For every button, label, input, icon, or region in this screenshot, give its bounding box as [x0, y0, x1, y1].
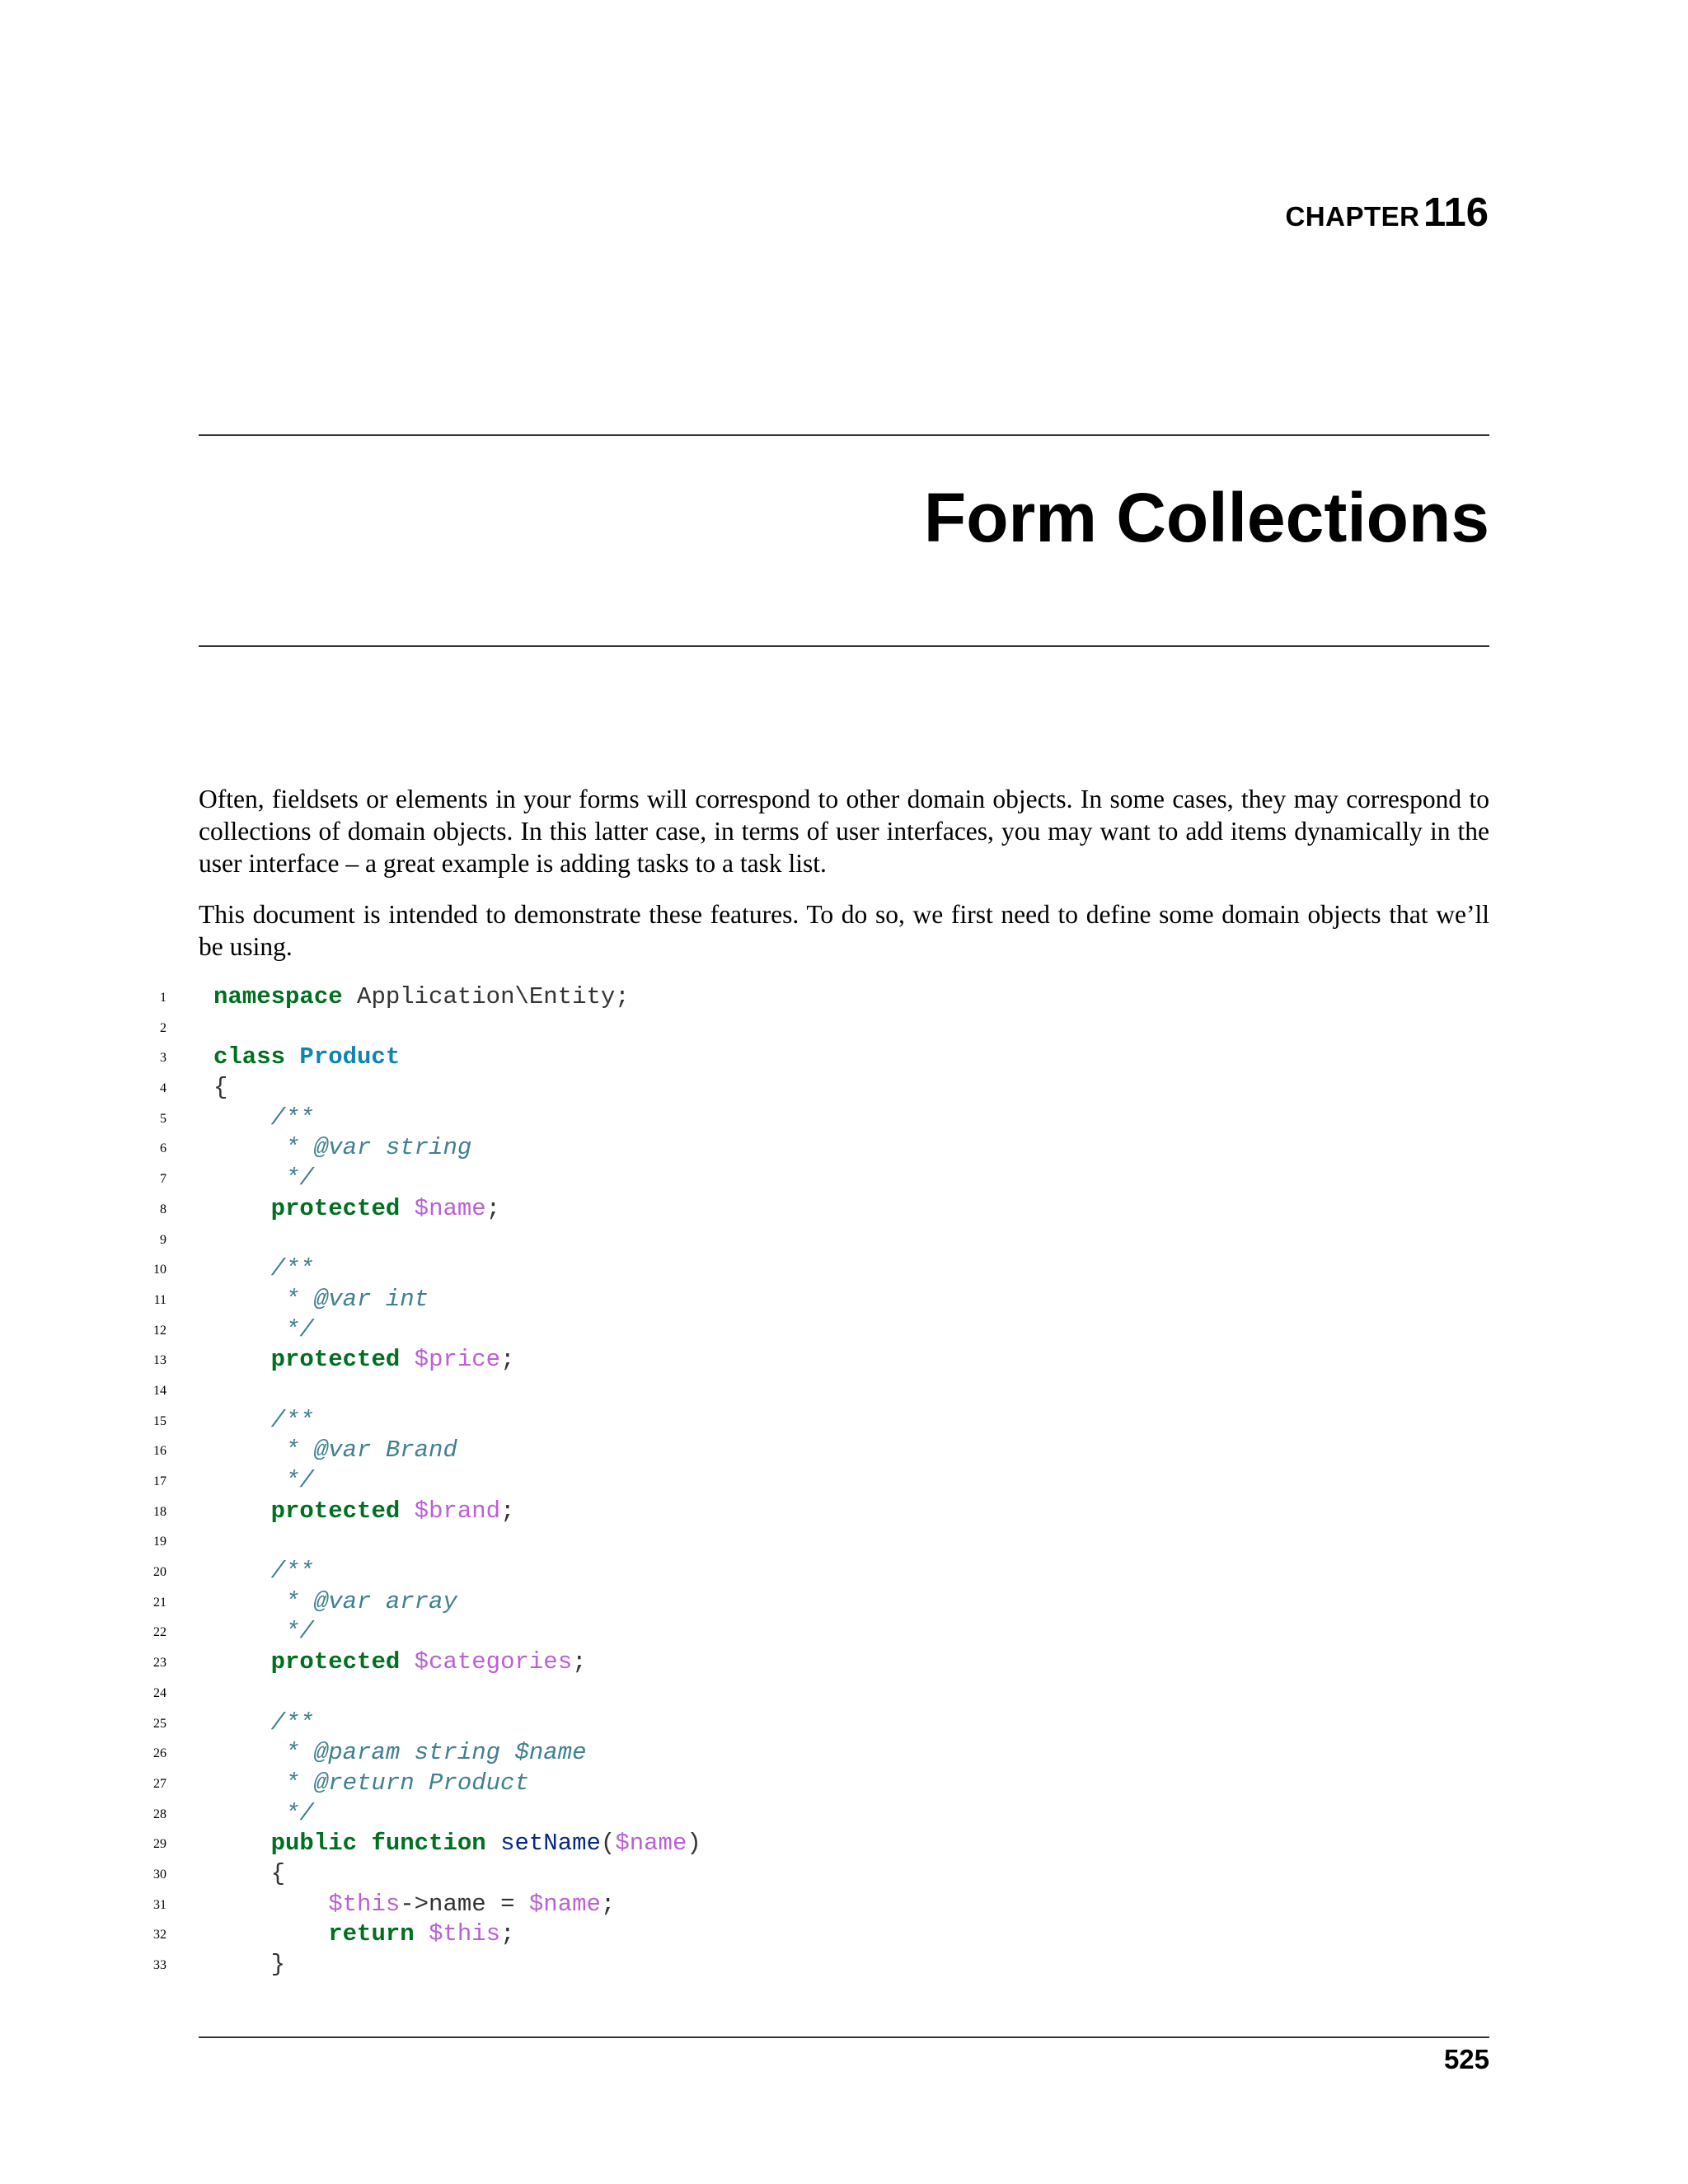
code-text [213, 1254, 314, 1284]
code-token: $name [414, 1194, 486, 1222]
line-number: 33 [153, 1958, 166, 1972]
code-token [415, 1920, 429, 1947]
code-token: function [371, 1830, 486, 1858]
code-token: /** [213, 1406, 314, 1434]
code-token: $this [429, 1920, 501, 1948]
code-line [0, 1254, 1688, 1285]
code-listing [0, 982, 1688, 1980]
code-token: class [213, 1043, 286, 1071]
code-line [0, 1466, 1688, 1497]
code-token [213, 1920, 328, 1947]
code-line [0, 1013, 1688, 1043]
code-token: Product [299, 1043, 401, 1071]
code-token: } [213, 1951, 286, 1978]
intro-paragraph: Often, fieldsets or elements in your forms will correspond to other domain objects. In some cases, they may correspond to collections of domain objects. In this latter case, in terms of user interfaces, you may want to add items dynamically in the user interface – a great example is adding tasks to a task list. [199, 785, 1489, 878]
line-number: 26 [153, 1746, 166, 1761]
chapter-title: Form Collections [923, 479, 1489, 556]
code-token: $name [528, 1890, 601, 1918]
code-token: * @var Brand [213, 1436, 457, 1465]
line-number: 21 [153, 1595, 166, 1610]
code-text [213, 1829, 701, 1858]
code-token [400, 1497, 414, 1525]
line-number: 20 [153, 1565, 166, 1580]
code-line [0, 1769, 1688, 1799]
line-number: 11 [153, 1292, 166, 1307]
footer-rule [199, 2036, 1489, 2038]
chapter-word: CHAPTER [1285, 201, 1420, 232]
line-number: 12 [153, 1323, 166, 1338]
code-token: setName [500, 1830, 601, 1858]
code-line [0, 982, 1688, 1013]
code-line [0, 1890, 1688, 1920]
line-number: 16 [153, 1444, 166, 1459]
line-number: 31 [153, 1897, 166, 1912]
code-line [0, 1043, 1688, 1073]
line-number: 23 [153, 1656, 166, 1671]
line-number: 17 [153, 1474, 166, 1488]
code-line [0, 1497, 1688, 1527]
line-number: 19 [153, 1535, 166, 1549]
code-line [0, 1194, 1688, 1225]
code-text [213, 1133, 471, 1163]
code-line [0, 1526, 1688, 1557]
line-number: 27 [153, 1776, 166, 1791]
line-number: 7 [160, 1172, 166, 1187]
code-token: $categories [414, 1648, 573, 1676]
line-number: 18 [153, 1504, 166, 1519]
code-token [400, 1195, 414, 1222]
code-token: /** [213, 1708, 314, 1736]
code-token: */ [213, 1799, 314, 1827]
code-line [0, 1436, 1688, 1466]
code-line [0, 1376, 1688, 1406]
line-number: 32 [153, 1928, 166, 1943]
code-line [0, 1799, 1688, 1830]
code-token: * @param string $name [213, 1739, 587, 1767]
line-number: 14 [153, 1383, 166, 1398]
line-number: 15 [153, 1413, 166, 1428]
code-token [486, 1830, 500, 1857]
code-line [0, 1617, 1688, 1647]
line-number: 4 [160, 1081, 166, 1096]
code-token [213, 1830, 271, 1857]
code-text [213, 982, 630, 1012]
definition-paragraph: This document is intended to demonstrate these features. To do so, we first need to define some domain objects that we’ll be using. [199, 900, 1489, 961]
code-text [213, 1647, 587, 1677]
code-token [213, 1891, 328, 1918]
code-token: /** [213, 1104, 314, 1132]
code-line [0, 1950, 1688, 1980]
code-line [0, 1738, 1688, 1769]
code-line [0, 1829, 1688, 1859]
code-token: $name [615, 1830, 687, 1858]
code-text [213, 1406, 314, 1436]
code-line [0, 1104, 1688, 1134]
code-text [213, 1164, 314, 1193]
code-line [0, 1285, 1688, 1315]
code-token: ; [500, 1920, 515, 1948]
code-text [213, 1043, 400, 1072]
code-line [0, 1133, 1688, 1164]
title-rule-top [199, 434, 1489, 436]
code-line [0, 1678, 1688, 1708]
code-text [213, 1315, 314, 1345]
code-text [213, 1497, 515, 1526]
code-token: ; [500, 1497, 515, 1525]
chapter-label [1285, 190, 1489, 236]
code-token: /** [213, 1255, 314, 1283]
line-number: 29 [153, 1837, 166, 1852]
code-text [213, 1919, 514, 1949]
line-number: 3 [160, 1051, 166, 1066]
code-token: ; [500, 1346, 515, 1374]
code-line [0, 1164, 1688, 1194]
code-line [0, 1708, 1688, 1739]
code-text [213, 1890, 615, 1919]
code-token: $this [328, 1890, 401, 1918]
code-token: $price [414, 1346, 501, 1374]
code-token: { [213, 1859, 286, 1887]
code-token: protected [270, 1648, 401, 1676]
line-number: 5 [160, 1111, 166, 1126]
code-text [213, 1769, 529, 1798]
line-number: 30 [153, 1867, 166, 1882]
code-token: */ [213, 1165, 314, 1193]
code-token: */ [213, 1315, 314, 1343]
code-line [0, 1919, 1688, 1950]
code-text [213, 1557, 314, 1586]
code-token: protected [270, 1346, 401, 1374]
code-token [213, 1497, 271, 1525]
code-token [357, 1830, 371, 1857]
code-token: * @return Product [213, 1769, 529, 1797]
code-line [0, 1315, 1688, 1346]
code-token [213, 1648, 271, 1675]
code-line [0, 1406, 1688, 1436]
line-number: 25 [153, 1716, 166, 1731]
code-text [213, 1587, 457, 1617]
code-line [0, 1859, 1688, 1890]
code-line [0, 1073, 1688, 1104]
page-number: 525 [1443, 2044, 1489, 2074]
code-token: ( [600, 1830, 616, 1858]
line-number: 22 [153, 1625, 166, 1640]
code-token: * @var int [213, 1285, 429, 1313]
code-text [213, 1436, 457, 1465]
code-token: { [213, 1074, 228, 1102]
code-token: protected [270, 1194, 401, 1222]
code-token [400, 1648, 414, 1675]
code-line [0, 1647, 1688, 1678]
code-token: */ [213, 1467, 314, 1494]
code-token [400, 1346, 414, 1373]
code-token: /** [213, 1558, 314, 1586]
line-number: 6 [160, 1141, 166, 1156]
line-number: 1 [160, 991, 166, 1005]
chapter-number: 116 [1423, 190, 1489, 235]
code-token: ; [572, 1648, 587, 1676]
code-token: public [270, 1830, 358, 1858]
line-number: 28 [153, 1807, 166, 1821]
code-token [285, 1043, 299, 1071]
code-text [213, 1738, 586, 1768]
code-token: Application\Entity; [342, 983, 630, 1010]
line-number: 9 [160, 1232, 166, 1247]
code-text [213, 1950, 285, 1980]
code-text [213, 1285, 429, 1315]
code-text [213, 1194, 500, 1224]
code-line [0, 1225, 1688, 1255]
code-token: * @var string [213, 1134, 472, 1162]
code-text [213, 1859, 285, 1889]
line-number: 2 [160, 1020, 166, 1035]
code-token: * @var array [213, 1587, 457, 1615]
code-text [213, 1345, 515, 1375]
code-text [213, 1708, 314, 1738]
code-token: return [328, 1920, 415, 1948]
code-token: ; [485, 1194, 501, 1222]
code-token: $brand [414, 1497, 501, 1525]
code-token: namespace [213, 983, 343, 1010]
line-number: 24 [153, 1685, 166, 1700]
code-text [213, 1799, 314, 1829]
code-text [213, 1617, 314, 1647]
code-text [213, 1466, 314, 1496]
code-token: protected [270, 1497, 401, 1525]
code-token: ; [600, 1890, 616, 1918]
code-text [213, 1073, 227, 1103]
code-token: ->name = [400, 1890, 529, 1918]
code-token [213, 1346, 271, 1373]
code-token [213, 1195, 271, 1222]
code-text [213, 1104, 314, 1133]
line-number: 8 [160, 1202, 166, 1216]
code-token: */ [213, 1618, 314, 1646]
line-number: 13 [153, 1353, 166, 1368]
title-rule-bottom [199, 645, 1489, 647]
code-token: ) [687, 1830, 701, 1858]
code-line [0, 1345, 1688, 1376]
code-line [0, 1587, 1688, 1618]
line-number: 10 [153, 1263, 166, 1277]
code-line [0, 1557, 1688, 1587]
